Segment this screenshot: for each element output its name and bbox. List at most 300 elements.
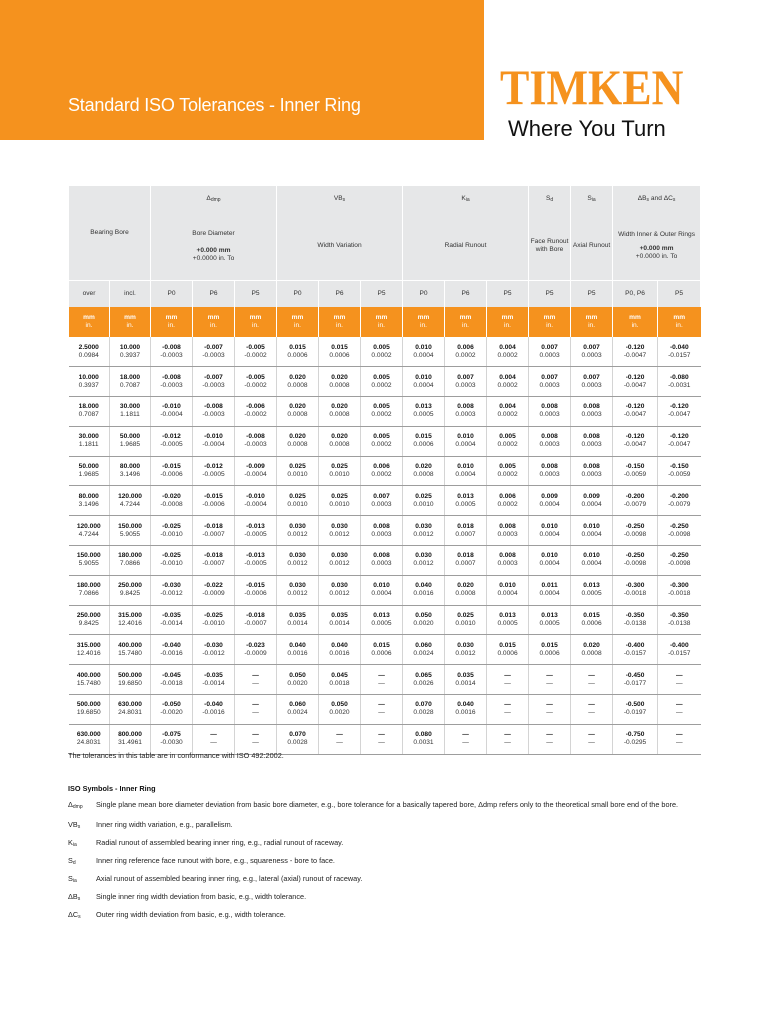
table-cell: — —	[571, 724, 613, 754]
table-cell: — —	[658, 665, 701, 695]
class-header: P5	[361, 280, 403, 307]
table-cell: 0.030 0.0012	[403, 546, 445, 576]
table-cell: 0.008 0.0003	[445, 397, 487, 427]
symbol-key: $\Delta B_s$	[68, 892, 81, 902]
table-cell: — —	[361, 665, 403, 695]
table-cell: — —	[235, 695, 277, 725]
table-cell: 0.025 0.0010	[445, 605, 487, 635]
table-cell: 0.020 0.0008	[319, 397, 361, 427]
table-cell: 400.000 15.7480	[69, 665, 110, 695]
table-cell: 0.020 0.0008	[319, 426, 361, 456]
table-cell: 30.000 1.1811	[110, 397, 151, 427]
table-cell: -0.350 -0.0138	[658, 605, 701, 635]
table-cell: 0.030 0.0012	[277, 546, 319, 576]
table-cell: 0.013 0.0005	[529, 605, 571, 635]
table-cell: -0.010 -0.0004	[193, 426, 235, 456]
symbol-description: Inner ring reference face runout with bore, e.g., squareness - bore to face.	[96, 856, 335, 865]
table-cell: -0.010 -0.0004	[151, 397, 193, 427]
table-cell: -0.250 -0.0098	[613, 546, 658, 576]
table-cell: 0.050 0.0020	[403, 605, 445, 635]
class-header: P6	[319, 280, 361, 307]
table-cell: — —	[193, 724, 235, 754]
table-cell: 120.000 4.7244	[110, 486, 151, 516]
symbol-description: Inner ring width variation, e.g., parallelism.	[96, 820, 233, 829]
table-cell: -0.015 -0.0006	[151, 456, 193, 486]
table-cell: -0.120 -0.0047	[613, 367, 658, 397]
table-cell: 0.015 0.0006	[319, 337, 361, 367]
table-cell: -0.008 -0.0003	[235, 426, 277, 456]
table-row	[69, 397, 701, 427]
table-cell: 400.000 15.7480	[110, 635, 151, 665]
table-cell: -0.040 -0.0157	[658, 337, 701, 367]
unit-cell: mm in.	[319, 307, 361, 337]
table-cell: 30.000 1.1811	[69, 426, 110, 456]
table-cell: 0.008 0.0003	[361, 516, 403, 546]
table-cell: -0.006 -0.0002	[235, 397, 277, 427]
table-row	[69, 575, 701, 605]
class-header: P5	[235, 280, 277, 307]
table-cell: -0.045 -0.0018	[151, 665, 193, 695]
table-cell: — —	[361, 724, 403, 754]
table-cell: -0.025 -0.0010	[151, 516, 193, 546]
symbol-description: Axial runout of assembled bearing inner ring, e.g., lateral (axial) runout of raceway.	[96, 874, 363, 883]
table-cell: — —	[571, 665, 613, 695]
table-cell: — —	[445, 724, 487, 754]
logo-wordmark: TIMKEN	[500, 59, 684, 115]
table-cell: — —	[529, 724, 571, 754]
table-cell: 0.030 0.0012	[319, 575, 361, 605]
table-cell: 0.007 0.0003	[361, 486, 403, 516]
table-cell: 0.009 0.0004	[529, 486, 571, 516]
unit-cell: mm in.	[277, 307, 319, 337]
table-cell: -0.040 -0.0016	[151, 635, 193, 665]
sym-header: $VB_s$	[277, 186, 403, 213]
class-header: P5	[487, 280, 529, 307]
table-cell: 0.008 0.0003	[571, 456, 613, 486]
tolerance-data	[69, 337, 701, 754]
table-cell: -0.200 -0.0079	[613, 486, 658, 516]
table-cell: -0.015 -0.0006	[235, 575, 277, 605]
table-cell: 0.020 0.0008	[571, 635, 613, 665]
table-cell: 0.018 0.0007	[445, 546, 487, 576]
table-cell: -0.450 -0.0177	[613, 665, 658, 695]
table-cell: 0.020 0.0008	[277, 426, 319, 456]
table-cell: -0.050 -0.0020	[151, 695, 193, 725]
table-cell: -0.030 -0.0012	[193, 635, 235, 665]
table-cell: -0.150 -0.0059	[613, 456, 658, 486]
table-cell: -0.005 -0.0002	[235, 367, 277, 397]
table-cell: 0.030 0.0012	[277, 516, 319, 546]
table-cell: -0.025 -0.0010	[151, 546, 193, 576]
table-cell: — —	[658, 695, 701, 725]
table-cell: — —	[658, 724, 701, 754]
table-cell: -0.025 -0.0010	[193, 605, 235, 635]
table-cell: 500.000 19.6850	[69, 695, 110, 725]
table-cell: 0.008 0.0003	[487, 546, 529, 576]
symbol-description: Single inner ring width deviation from basic, e.g., width tolerance.	[96, 892, 307, 901]
table-cell: 0.020 0.0008	[319, 367, 361, 397]
symbol-description: Single plane mean bore diameter deviation from basic bore diameter, e.g., bore tolerance for a basically tapered bore, Δdmp refers only to the theoretical small bore end of the bore.	[96, 800, 679, 809]
table-cell: -0.400 -0.0157	[658, 635, 701, 665]
unit-cell: mm in.	[361, 307, 403, 337]
table-cell: 0.020 0.0008	[403, 456, 445, 486]
sym-header: $S_{ia}$	[571, 186, 613, 213]
table-cell: 50.000 1.9685	[69, 456, 110, 486]
sym-header: $K_{ia}$	[403, 186, 529, 213]
unit-cell: mm in.	[571, 307, 613, 337]
class-header-row	[69, 280, 701, 307]
symbol-definition	[68, 838, 700, 850]
table-cell: 0.080 0.0031	[403, 724, 445, 754]
table-cell: 0.018 0.0007	[445, 516, 487, 546]
table-cell: -0.750 -0.0295	[613, 724, 658, 754]
class-header: P5	[571, 280, 613, 307]
table-cell: — —	[487, 665, 529, 695]
table-cell: -0.120 -0.0047	[613, 337, 658, 367]
radial-runout-header: Radial Runout	[403, 213, 529, 280]
table-cell: 0.006 0.0002	[445, 337, 487, 367]
table-cell: -0.018 -0.0007	[193, 516, 235, 546]
table-cell: 0.015 0.0006	[277, 337, 319, 367]
page-title: Standard ISO Tolerances - Inner Ring	[68, 95, 361, 115]
table-row	[69, 486, 701, 516]
table-cell: 630.000 24.8031	[110, 695, 151, 725]
class-header: over	[69, 280, 110, 307]
table-cell: 0.040 0.0016	[277, 635, 319, 665]
table-cell: 0.013 0.0005	[361, 605, 403, 635]
table-cell: 0.060 0.0024	[403, 635, 445, 665]
class-header: P6	[445, 280, 487, 307]
table-cell: 800.000 31.4961	[110, 724, 151, 754]
table-cell: -0.120 -0.0047	[658, 426, 701, 456]
table-cell: -0.007 -0.0003	[193, 367, 235, 397]
table-cell: 0.035 0.0014	[277, 605, 319, 635]
table-cell: 0.010 0.0004	[403, 337, 445, 367]
table-cell: -0.022 -0.0009	[193, 575, 235, 605]
table-cell: -0.120 -0.0047	[613, 397, 658, 427]
table-row	[69, 724, 701, 754]
unit-cell: mm in.	[235, 307, 277, 337]
table-cell: -0.080 -0.0031	[658, 367, 701, 397]
sym-header: $\Delta B_s$ and $\Delta C_s$	[613, 186, 701, 213]
table-cell: 0.007 0.0003	[529, 367, 571, 397]
table-cell: -0.350 -0.0138	[613, 605, 658, 635]
symbol-definition	[68, 910, 700, 922]
symbol-definition	[68, 800, 700, 812]
table-cell: -0.018 -0.0007	[193, 546, 235, 576]
table-cell: 0.040 0.0016	[403, 575, 445, 605]
table-cell: 0.025 0.0010	[403, 486, 445, 516]
table-cell: 0.005 0.0002	[487, 426, 529, 456]
table-cell: 0.004 0.0002	[487, 337, 529, 367]
table-cell: 0.008 0.0003	[529, 456, 571, 486]
table-cell: 0.030 0.0012	[277, 575, 319, 605]
class-header: P5	[658, 280, 701, 307]
table-cell: 0.065 0.0026	[403, 665, 445, 695]
face-runout-header: Face Runout with Bore	[529, 213, 571, 280]
table-cell: -0.040 -0.0016	[193, 695, 235, 725]
table-row	[69, 635, 701, 665]
table-cell: -0.010 -0.0004	[235, 486, 277, 516]
symbols-heading: ISO Symbols - Inner Ring	[68, 784, 156, 793]
table-cell: 10.000 0.3937	[69, 367, 110, 397]
table-cell: 0.070 0.0028	[403, 695, 445, 725]
table-cell: 0.060 0.0024	[277, 695, 319, 725]
description-header-row	[69, 213, 701, 280]
table-row	[69, 665, 701, 695]
sym-header: $S_d$	[529, 186, 571, 213]
table-cell: 250.000 9.8425	[110, 575, 151, 605]
table-cell: 0.005 0.0002	[361, 426, 403, 456]
width-variation-header: Width Variation	[277, 213, 403, 280]
unit-cell: mm in.	[69, 307, 110, 337]
table-cell: 0.005 0.0002	[487, 456, 529, 486]
table-cell: 0.025 0.0010	[277, 456, 319, 486]
table-cell: 0.008 0.0003	[571, 426, 613, 456]
logo-tagline: Where You Turn	[508, 116, 666, 141]
table-cell: 0.010 0.0004	[571, 546, 613, 576]
symbol-definition	[68, 892, 700, 904]
table-cell: 0.015 0.0006	[529, 635, 571, 665]
table-cell: -0.250 -0.0098	[658, 546, 701, 576]
table-cell: -0.018 -0.0007	[235, 605, 277, 635]
table-row	[69, 516, 701, 546]
table-cell: -0.012 -0.0005	[193, 456, 235, 486]
table-cell: -0.007 -0.0003	[193, 337, 235, 367]
table-cell: 180.000 7.0866	[69, 575, 110, 605]
timken-logo	[500, 59, 700, 142]
table-cell: 0.010 0.0004	[445, 426, 487, 456]
table-cell: 0.020 0.0008	[277, 367, 319, 397]
symbol-key: $VB_s$	[68, 820, 81, 830]
table-cell: 150.000 5.9055	[110, 516, 151, 546]
unit-cell: mm in.	[487, 307, 529, 337]
unit-cell: mm in.	[658, 307, 701, 337]
table-row	[69, 426, 701, 456]
table-cell: 0.050 0.0020	[319, 695, 361, 725]
width-rings-header: Width Inner & Outer Rings +0.000 mm +0.0000 in. To	[613, 213, 701, 280]
table-cell: — —	[235, 665, 277, 695]
table-cell: 0.070 0.0028	[277, 724, 319, 754]
table-row	[69, 337, 701, 367]
table-cell: 0.006 0.0002	[487, 486, 529, 516]
table-cell: -0.500 -0.0197	[613, 695, 658, 725]
table-cell: 0.025 0.0010	[319, 456, 361, 486]
table-cell: 0.010 0.0004	[487, 575, 529, 605]
symbol-key: $K_{ia}$	[68, 838, 77, 848]
table-cell: 0.010 0.0004	[529, 516, 571, 546]
table-cell: -0.015 -0.0006	[193, 486, 235, 516]
table-row	[69, 456, 701, 486]
table-row	[69, 605, 701, 635]
table-cell: -0.030 -0.0012	[151, 575, 193, 605]
table-cell: 0.020 0.0008	[277, 397, 319, 427]
table-cell: — —	[529, 665, 571, 695]
conformance-note: The tolerances in this table are in conformance with ISO 492:2002.	[68, 751, 284, 760]
table-cell: -0.020 -0.0008	[151, 486, 193, 516]
class-header: P6	[193, 280, 235, 307]
table-cell: 80.000 3.1496	[69, 486, 110, 516]
table-cell: 0.013 0.0005	[445, 486, 487, 516]
table-cell: 0.008 0.0003	[361, 546, 403, 576]
symbol-definition	[68, 874, 700, 886]
symbol-key: $S_d$	[68, 856, 76, 866]
table-cell: 0.005 0.0002	[361, 367, 403, 397]
table-cell: 80.000 3.1496	[110, 456, 151, 486]
table-cell: 0.015 0.0006	[403, 426, 445, 456]
table-cell: -0.075 -0.0030	[151, 724, 193, 754]
table-cell: — —	[571, 695, 613, 725]
table-cell: 0.025 0.0010	[277, 486, 319, 516]
table-cell: 0.008 0.0003	[571, 397, 613, 427]
table-cell: 0.030 0.0012	[319, 516, 361, 546]
table-cell: 0.045 0.0018	[319, 665, 361, 695]
table-cell: 0.008 0.0003	[487, 516, 529, 546]
table-cell: 0.010 0.0004	[361, 575, 403, 605]
table-cell: 0.015 0.0006	[487, 635, 529, 665]
table-cell: -0.008 -0.0003	[193, 397, 235, 427]
table-cell: 2.5000 0.0984	[69, 337, 110, 367]
table-cell: -0.035 -0.0014	[193, 665, 235, 695]
table-cell: 315.000 12.4016	[110, 605, 151, 635]
table-cell: 0.004 0.0002	[487, 397, 529, 427]
unit-cell: mm in.	[403, 307, 445, 337]
table-cell: — —	[529, 695, 571, 725]
table-cell: -0.013 -0.0005	[235, 516, 277, 546]
table-cell: 0.010 0.0004	[571, 516, 613, 546]
class-header: P0	[277, 280, 319, 307]
table-cell: 0.040 0.0016	[319, 635, 361, 665]
table-cell: -0.008 -0.0003	[151, 337, 193, 367]
table-cell: -0.009 -0.0004	[235, 456, 277, 486]
unit-cell: mm in.	[529, 307, 571, 337]
table-cell: 150.000 5.9055	[69, 546, 110, 576]
symbol-key: $\Delta C_s$	[68, 910, 81, 920]
unit-cell: mm in.	[151, 307, 193, 337]
table-cell: 0.013 0.0005	[403, 397, 445, 427]
table-cell: 18.000 0.7087	[69, 397, 110, 427]
table-cell: 0.013 0.0005	[571, 575, 613, 605]
table-cell: 0.035 0.0014	[319, 605, 361, 635]
symbol-definition	[68, 856, 700, 868]
table-cell: 500.000 19.6850	[110, 665, 151, 695]
table-cell: 0.008 0.0003	[529, 426, 571, 456]
table-cell: — —	[487, 724, 529, 754]
table-cell: 315.000 12.4016	[69, 635, 110, 665]
bearing-bore-header: Bearing Bore	[69, 186, 151, 280]
table-row	[69, 695, 701, 725]
table-cell: 0.004 0.0002	[487, 367, 529, 397]
table-cell: — —	[487, 695, 529, 725]
symbol-key: $S_{ia}$	[68, 874, 77, 884]
table-cell: -0.200 -0.0079	[658, 486, 701, 516]
tolerance-table	[68, 186, 701, 755]
table-cell: 0.009 0.0004	[571, 486, 613, 516]
unit-cell: mm in.	[445, 307, 487, 337]
table-cell: -0.023 -0.0009	[235, 635, 277, 665]
table-cell: 0.005 0.0002	[361, 397, 403, 427]
table-cell: 0.015 0.0006	[361, 635, 403, 665]
table-cell: 0.050 0.0020	[277, 665, 319, 695]
table-cell: 0.013 0.0005	[487, 605, 529, 635]
table-cell: -0.300 -0.0018	[613, 575, 658, 605]
symbol-description: Radial runout of assembled bearing inner ring, e.g., radial runout of raceway.	[96, 838, 344, 847]
table-cell: 0.005 0.0002	[361, 337, 403, 367]
symbols-list	[68, 800, 700, 928]
table-cell: -0.012 -0.0005	[151, 426, 193, 456]
symbol-key: $\Delta_{dmp}$	[68, 800, 83, 810]
table-cell: -0.150 -0.0059	[658, 456, 701, 486]
table-cell: -0.120 -0.0047	[613, 426, 658, 456]
table-cell: 0.015 0.0006	[571, 605, 613, 635]
table-cell: 0.030 0.0012	[445, 635, 487, 665]
table-cell: 0.010 0.0004	[445, 456, 487, 486]
unit-cell: mm in.	[193, 307, 235, 337]
table-cell: -0.300 -0.0018	[658, 575, 701, 605]
table-cell: -0.250 -0.0098	[613, 516, 658, 546]
table-cell: -0.120 -0.0047	[658, 397, 701, 427]
table-cell: 50.000 1.9685	[110, 426, 151, 456]
table-cell: 0.030 0.0012	[319, 546, 361, 576]
class-header: P0	[403, 280, 445, 307]
table-cell: 0.007 0.0003	[445, 367, 487, 397]
table-cell: -0.250 -0.0098	[658, 516, 701, 546]
table-cell: 120.000 4.7244	[69, 516, 110, 546]
table-cell: 630.000 24.8031	[69, 724, 110, 754]
table-cell: — —	[319, 724, 361, 754]
table-cell: 0.007 0.0003	[529, 337, 571, 367]
table-cell: -0.013 -0.0005	[235, 546, 277, 576]
symbol-definition	[68, 820, 700, 832]
symbol-description: Outer ring width deviation from basic, e.g., width tolerance.	[96, 910, 286, 919]
class-header: P0	[151, 280, 193, 307]
class-header: incl.	[110, 280, 151, 307]
table-cell: 0.010 0.0004	[529, 546, 571, 576]
table-cell: 0.011 0.0004	[529, 575, 571, 605]
table-cell: 0.030 0.0012	[403, 516, 445, 546]
table-row	[69, 546, 701, 576]
table-cell: -0.035 -0.0014	[151, 605, 193, 635]
table-cell: 0.008 0.0003	[529, 397, 571, 427]
table-cell: 0.020 0.0008	[445, 575, 487, 605]
table-cell: 0.025 0.0010	[319, 486, 361, 516]
table-cell: 10.000 0.3937	[110, 337, 151, 367]
symbol-header-row	[69, 186, 701, 213]
sym-header: $\Delta_{dmp}$	[151, 186, 277, 213]
table-cell: — —	[235, 724, 277, 754]
bore-diameter-header: Bore Diameter +0.000 mm +0.0000 in. To	[151, 213, 277, 280]
axial-runout-header: Axial Runout	[571, 213, 613, 280]
table-cell: 180.000 7.0866	[110, 546, 151, 576]
header-banner	[0, 0, 484, 140]
units-row	[69, 307, 701, 337]
table-cell: 0.040 0.0016	[445, 695, 487, 725]
table-cell: 0.007 0.0003	[571, 337, 613, 367]
class-header: P0, P6	[613, 280, 658, 307]
table-row	[69, 367, 701, 397]
table-cell: 0.007 0.0003	[571, 367, 613, 397]
unit-cell: mm in.	[613, 307, 658, 337]
table-cell: 0.035 0.0014	[445, 665, 487, 695]
unit-cell: mm in.	[110, 307, 151, 337]
table-cell: — —	[361, 695, 403, 725]
table-cell: 0.010 0.0004	[403, 367, 445, 397]
table-cell: 250.000 9.8425	[69, 605, 110, 635]
table-cell: -0.005 -0.0002	[235, 337, 277, 367]
table-cell: -0.008 -0.0003	[151, 367, 193, 397]
table-cell: 0.006 0.0002	[361, 456, 403, 486]
class-header: P5	[529, 280, 571, 307]
